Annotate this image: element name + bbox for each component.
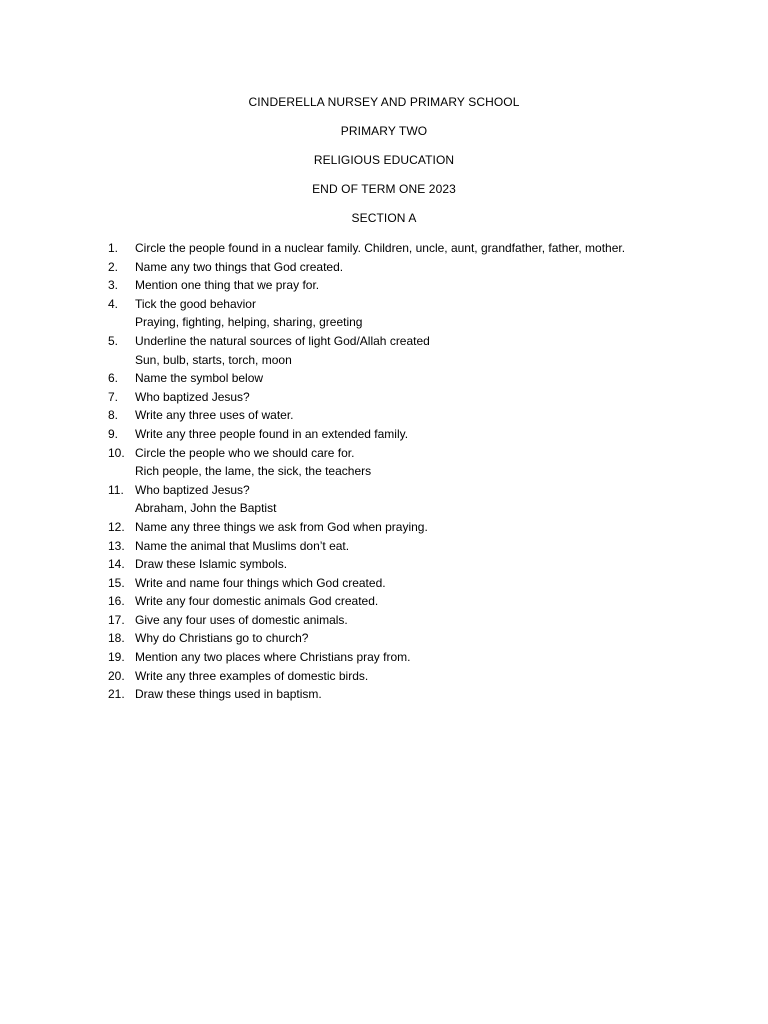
question-text: Write any three examples of domestic birds. — [135, 668, 369, 683]
question-text: Who baptized Jesus? — [135, 389, 250, 404]
question-number: 18. — [108, 631, 125, 646]
question-row — [108, 369, 728, 388]
question-text: Draw these things used in baptism. — [135, 687, 322, 702]
question-item — [108, 239, 728, 258]
subject-name: RELIGIOUS EDUCATION — [313, 153, 455, 167]
question-row — [108, 648, 728, 667]
question-number: 10. — [108, 445, 125, 460]
question-row — [108, 444, 728, 463]
section-title: SECTION A — [351, 211, 417, 225]
question-text: Give any four uses of domestic animals. — [135, 612, 348, 627]
question-number: 12. — [108, 519, 125, 534]
question-number: 9. — [108, 426, 119, 441]
question-text: Draw these Islamic symbols. — [135, 557, 288, 572]
question-number: 13. — [108, 538, 125, 553]
question-row — [108, 685, 728, 704]
question-item — [108, 667, 728, 686]
question-item — [108, 611, 728, 630]
question-number: 19. — [108, 650, 125, 665]
question-row — [108, 388, 728, 407]
question-text: Name the symbol below — [135, 371, 264, 386]
question-item — [108, 592, 728, 611]
question-row — [108, 574, 728, 593]
question-row — [108, 611, 728, 630]
question-text: Circle the people found in a nuclear family. Children, uncle, aunt, grandfather, father, mother. — [135, 241, 626, 255]
question-row — [108, 481, 728, 500]
question-row — [108, 406, 728, 425]
question-item — [108, 648, 728, 667]
question-text: Write and name four things which God created. — [135, 575, 386, 590]
question-item — [108, 518, 728, 537]
question-row — [108, 537, 728, 556]
question-options: Abraham, John the Baptist — [135, 501, 277, 516]
question-number: 5. — [108, 333, 119, 348]
question-number: 14. — [108, 557, 125, 572]
question-text: Name any three things we ask from God when praying. — [135, 519, 428, 534]
question-item — [108, 295, 728, 332]
question-text: Underline the natural sources of light God/Allah created — [135, 333, 430, 348]
question-item — [108, 574, 728, 593]
question-row — [108, 555, 728, 574]
question-text: Write any three people found in an extended family. — [135, 426, 409, 441]
class-name: PRIMARY TWO — [340, 124, 428, 138]
question-options: Rich people, the lame, the sick, the teachers — [135, 464, 372, 479]
exam-term: END OF TERM ONE 2023 — [312, 182, 456, 196]
question-list — [108, 239, 728, 704]
question-text: Mention one thing that we pray for. — [135, 278, 320, 293]
question-row — [108, 425, 728, 444]
question-item — [108, 406, 728, 425]
question-item — [108, 258, 728, 277]
question-number: 8. — [108, 408, 119, 423]
question-number: 7. — [108, 389, 119, 404]
question-item — [108, 332, 728, 369]
question-options: Sun, bulb, starts, torch, moon — [135, 352, 292, 367]
question-item — [108, 481, 728, 518]
question-number: 15. — [108, 575, 125, 590]
question-row — [108, 332, 728, 351]
question-item — [108, 537, 728, 556]
question-text: Write any three uses of water. — [135, 408, 294, 423]
question-number: 20. — [108, 668, 125, 683]
question-number: 17. — [108, 612, 125, 627]
question-row — [108, 667, 728, 686]
question-row — [108, 518, 728, 537]
question-number: 1. — [108, 241, 119, 255]
question-item — [108, 629, 728, 648]
question-number: 3. — [108, 278, 119, 293]
question-number: 2. — [108, 259, 119, 274]
question-number: 4. — [108, 296, 119, 311]
question-item — [108, 685, 728, 704]
question-text: Why do Christians go to church? — [135, 631, 309, 646]
question-text: Tick the good behavior — [135, 296, 256, 311]
question-text: Mention any two places where Christians pray from. — [135, 650, 411, 665]
question-item — [108, 555, 728, 574]
question-number: 11. — [108, 482, 124, 497]
question-row — [108, 629, 728, 648]
question-text: Circle the people who we should care for. — [135, 445, 355, 460]
question-text: Write any four domestic animals God created. — [135, 594, 379, 609]
school-name: CINDERELLA NURSEY AND PRIMARY SCHOOL — [248, 95, 520, 109]
question-item — [108, 425, 728, 444]
question-number: 21. — [108, 687, 125, 702]
question-row — [108, 295, 728, 314]
question-text: Name any two things that God created. — [135, 259, 344, 274]
question-number: 16. — [108, 594, 125, 609]
question-text: Name the animal that Muslims don’t eat. — [135, 538, 350, 553]
question-text: Who baptized Jesus? — [135, 482, 250, 497]
question-row — [108, 258, 728, 277]
question-number: 6. — [108, 371, 119, 386]
question-item — [108, 444, 728, 481]
question-item — [108, 369, 728, 388]
question-row — [108, 276, 728, 295]
question-item — [108, 388, 728, 407]
question-row — [108, 239, 728, 258]
question-options: Praying, fighting, helping, sharing, greeting — [135, 315, 363, 330]
question-row — [108, 592, 728, 611]
question-item — [108, 276, 728, 295]
